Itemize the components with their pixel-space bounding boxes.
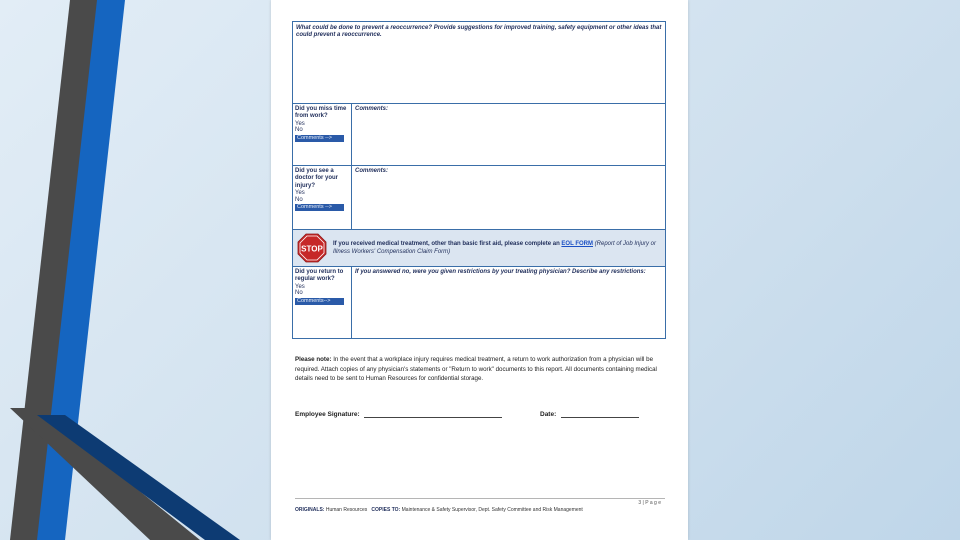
return-work-yes[interactable]: Yes bbox=[295, 283, 305, 290]
stop-notice bbox=[293, 230, 665, 267]
date-line[interactable] bbox=[561, 410, 639, 418]
miss-work-comments-field[interactable] bbox=[352, 104, 665, 165]
copies-value: Maintenance & Safety Supervisor, Dept. Safety Committee and Risk Management bbox=[401, 507, 583, 513]
return-work-options bbox=[293, 267, 352, 338]
prevent-question: What could be done to prevent a reoccurrence? Provide suggestions for improved training, safety equipment or other ideas that could prevent a reoccurrence. bbox=[296, 25, 662, 39]
please-note-label: Please note: bbox=[295, 356, 332, 363]
please-note-text: In the event that a workplace injury requires medical treatment, a return to work authorization from a physician will be required. Attach copies of any physician's statements or "Return to work" documents to this report. All documents containing medical details need to be sent to Human Resources for confidential storage. bbox=[295, 356, 657, 382]
eol-form-link[interactable]: EOL FORM bbox=[561, 241, 593, 247]
return-work-section bbox=[293, 267, 665, 338]
decorative-stripes bbox=[0, 0, 260, 540]
page-footer bbox=[295, 498, 665, 513]
return-work-no[interactable]: No bbox=[295, 290, 303, 297]
date-label: Date: bbox=[540, 411, 557, 418]
employee-signature-label: Employee Signature: bbox=[295, 411, 360, 418]
miss-work-yes[interactable]: Yes bbox=[295, 120, 305, 127]
see-doctor-comments-field[interactable] bbox=[352, 166, 665, 229]
see-doctor-question: Did you see a doctor for your injury? bbox=[295, 168, 338, 189]
miss-work-no[interactable]: No bbox=[295, 127, 303, 134]
page-number: 3 | P a g e bbox=[638, 500, 661, 506]
originals-label: ORIGINALS: bbox=[295, 507, 325, 513]
stop-sign-icon bbox=[297, 233, 327, 263]
originals-value: Human Resources bbox=[325, 507, 368, 513]
miss-work-question: Did you miss time from work? bbox=[295, 106, 347, 120]
document-page bbox=[271, 0, 688, 540]
miss-work-select[interactable]: Comments --> bbox=[295, 135, 344, 142]
prevent-reoccurrence-section[interactable] bbox=[293, 22, 665, 104]
employee-signature-line[interactable] bbox=[364, 410, 502, 418]
see-doctor-select[interactable]: Comments --> bbox=[295, 204, 344, 211]
return-work-select[interactable]: Comments--> bbox=[295, 298, 344, 305]
return-work-restrictions-field[interactable] bbox=[352, 267, 665, 338]
see-doctor-options bbox=[293, 166, 352, 229]
see-doctor-yes[interactable]: Yes bbox=[295, 190, 305, 197]
please-note bbox=[295, 355, 665, 384]
miss-work-section bbox=[293, 104, 665, 166]
incident-form bbox=[292, 21, 666, 339]
stop-notice-before: If you received medical treatment, other than basic first aid, please complete an bbox=[333, 241, 560, 247]
see-doctor-no[interactable]: No bbox=[295, 196, 303, 203]
signature-row bbox=[295, 410, 665, 418]
return-work-question: Did you return to regular work? bbox=[295, 269, 344, 283]
see-doctor-section bbox=[293, 166, 665, 230]
stop-notice-text bbox=[333, 240, 665, 256]
miss-work-comments-label: Comments: bbox=[355, 106, 389, 112]
copies-label: COPIES TO: bbox=[371, 507, 401, 513]
miss-work-options bbox=[293, 104, 352, 165]
see-doctor-comments-label: Comments: bbox=[355, 168, 389, 174]
return-work-restrictions-label: If you answered no, were you given restrictions by your treating physician? Describe any restrictions: bbox=[355, 269, 646, 275]
stop-sign-text: STOP bbox=[301, 244, 323, 254]
stop-notice-after: (Report of Job Injury or Illness Workers' Compensation Claim Form) bbox=[333, 241, 657, 255]
